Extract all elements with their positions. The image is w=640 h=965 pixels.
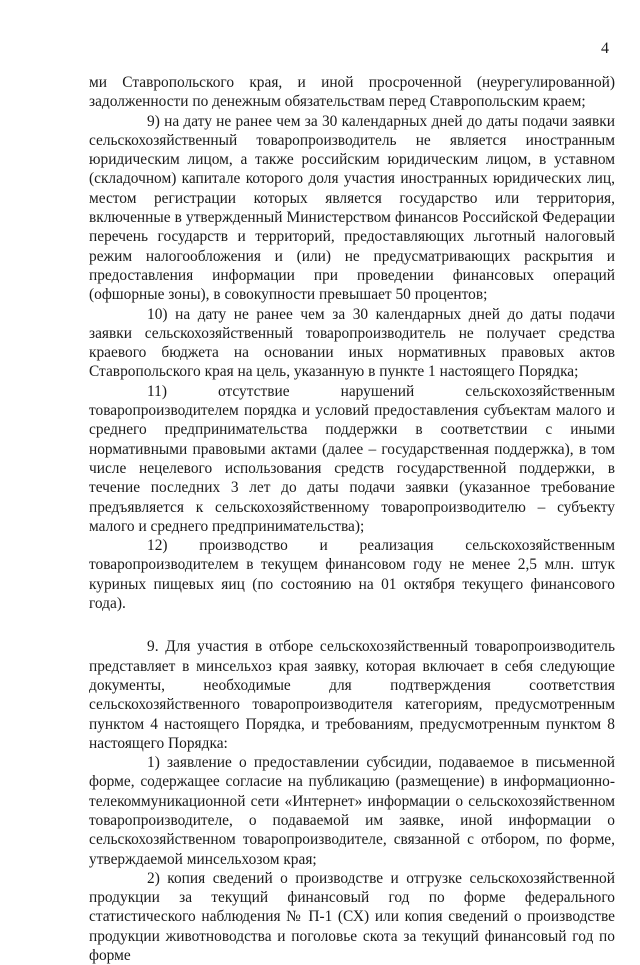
page-number: 4 [601, 40, 609, 57]
paragraph-item-12: 12) производство и реализация сельскохозяйственным товаропроизводителем в текущем финансовом году не менее 2,5 млн. штук куриных пищевых яиц (по состоянию на 01 октября текущего финансового года). [89, 537, 615, 613]
document-body [89, 73, 615, 965]
paragraph-item-11: 11) отсутствие нарушений сельскохозяйственным товаропроизводителем порядка и условий предоставления субъектам малого и среднего предпринимательства поддержки в соответствии с иными нормативными правовыми актами (далее – государственная поддержка), в том числе нецелевого использования средств государственной поддержки, в течение последних 3 лет до даты подачи заявки (указанное требование предъявляется к сельскохозяйственному товаропроизводителю – субъекту малого и среднего предпринимательства); [89, 382, 615, 535]
paragraph-item-9: 9) на дату не ранее чем за 30 календарных дней до даты подачи заявки сельскохозяйственный товаропроизводитель не является иностранным юридическим лицом, а также российским юридическим лицом, в уставном (складочном) капитале которого доля участия иностранных юридических лиц, местом регистрации которых является государство или территория, включенные в утвержденный Министерством финансов Российской Федерации перечень государств и территорий, предоставляющих льготный налоговый режим налогообложения и (или) не предусматривающих раскрытия и предоставления информации при проведении финансовых операций (офшорные зоны), в совокупности превышает 50 процентов; [89, 112, 615, 304]
list-item-1: 1) заявление о предоставлении субсидии, подаваемое в письменной форме, содержащее согласие на публикацию (размещение) в информационно-телекоммуникационной сети «Интернет» информации о сельскохозяйственном товаропроизводителе, о подаваемой им заявке, иной информации о сельскохозяйственном товаропроизводителе, связанной с отбором, по форме, утверждаемой минсельхозом края; [89, 754, 615, 868]
paragraph-continuation: ми Ставропольского края, и иной просроченной (неурегулированной) задолженности по денежным обязательствам перед Ставропольским краем; [89, 74, 615, 111]
section-9-paragraph: 9. Для участия в отборе сельскохозяйственный товаропроизводитель представляет в минсельхоз края заявку, которая включает в себя следующие документы, необходимые для подтверждения соответствия сельскохозяйственного товаропроизводителя категориям, предусмотренным пунктом 4 настоящего Порядка, и требованиям, предусмотренным пунктом 8 настоящего Порядка: [89, 638, 615, 752]
paragraph-item-10: 10) на дату не ранее чем за 30 календарных дней до даты подачи заявки сельскохозяйственный товаропроизводитель не получает средства краевого бюджета на основании иных нормативных правовых актов Ставропольского края на цель, указанную в пункте 1 настоящего Порядка; [89, 305, 615, 381]
list-item-2: 2) копия сведений о производстве и отгрузке сельскохозяйственной продукции за текущий финансовый год по форме федерального статистического наблюдения № П-1 (СХ) или копия сведений о производстве продукции животноводства и поголовье скота за текущий финансовый год по форме [89, 869, 615, 965]
